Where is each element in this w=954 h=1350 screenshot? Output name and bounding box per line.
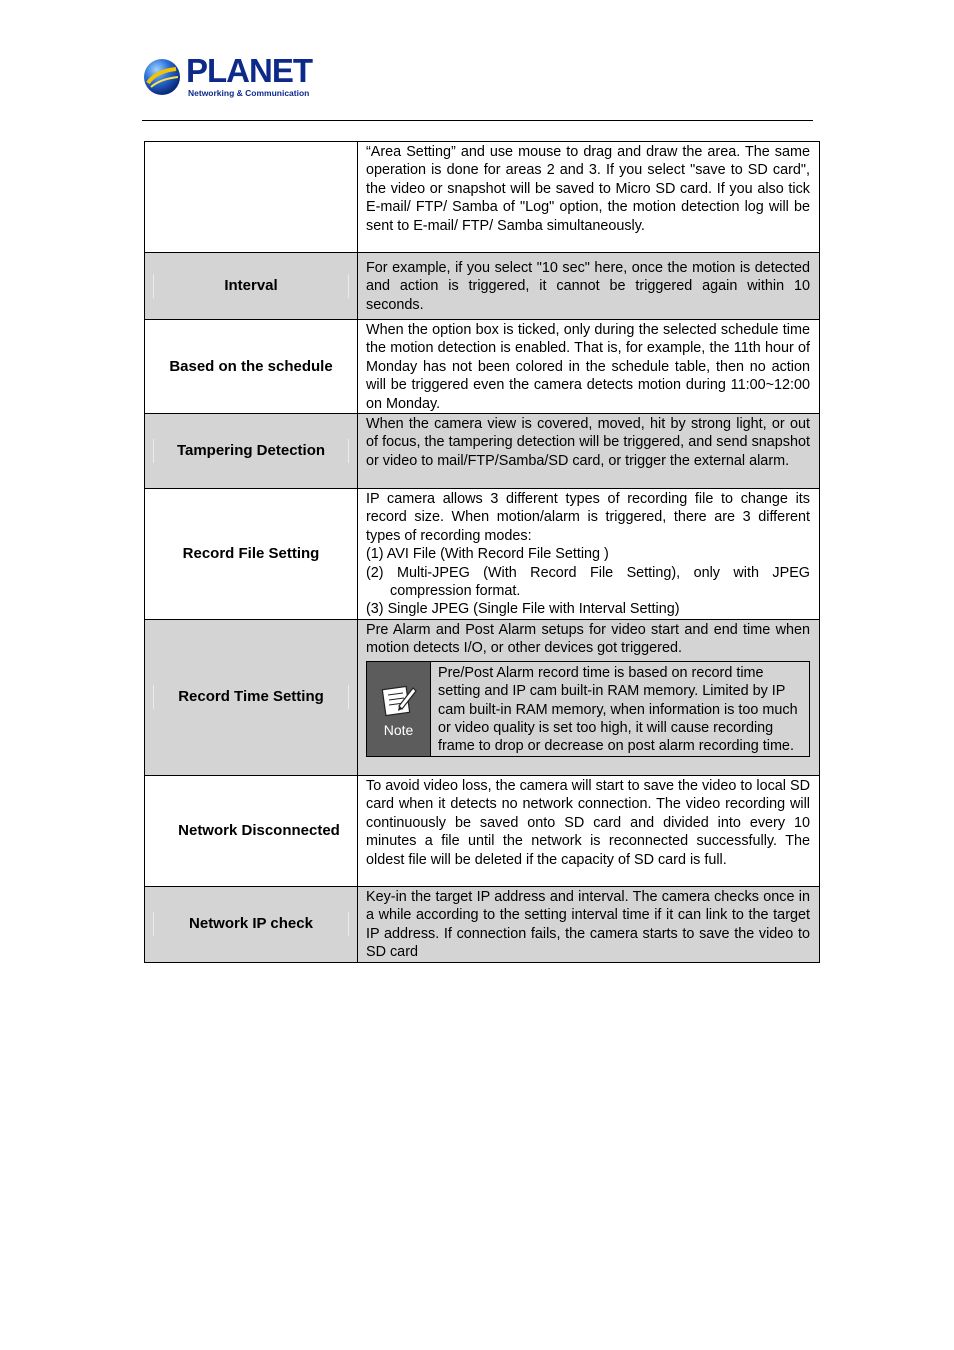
globe-icon: [142, 57, 182, 97]
row-description: When the camera view is covered, moved, hit by strong light, or out of focus, the tampering detection will be triggered, and send snapshot or video to mail/FTP/Samba/SD card, or trigger the external alarm.: [358, 414, 820, 489]
record-file-intro: IP camera allows 3 different types of recording file to change its record size. When motion/alarm is triggered, there are 3 different types of recording modes:: [366, 491, 810, 544]
row-label: Record File Setting: [145, 489, 358, 620]
note-box: [366, 661, 810, 757]
planet-logo: [142, 52, 312, 99]
table-row: [145, 886, 820, 962]
row-description: “Area Setting” and use mouse to drag and draw the area. The same operation is done for areas 2 and 3. If you select "save to SD card", the video or snapshot will be saved to Micro SD card. If you also tick E-mail/ FTP/ Samba of "Log" option, the motion detection log will be sent to E-mail/ FTP/ Samba simultaneously.: [358, 142, 820, 253]
row-description: [358, 489, 820, 620]
row-label: Based on the schedule: [145, 320, 358, 414]
row-description: Key-in the target IP address and interval. The camera checks once in a while according to the setting interval time if it can link to the target IP address. If connection fails, the camera starts to save the video to SD card: [358, 886, 820, 962]
table-row: [145, 619, 820, 775]
row-label: Record Time Setting: [145, 619, 358, 775]
table-row: [145, 320, 820, 414]
settings-table: [144, 141, 820, 963]
row-description: When the option box is ticked, only during the selected schedule time the motion detection is enabled. That is, for example, the 11th hour of Monday has not been colored in the schedule table, then no action will be triggered even the camera detects motion during 11:00~12:00 on Monday.: [358, 320, 820, 414]
brand-name: PLANET: [186, 52, 312, 89]
note-icon: [367, 662, 431, 756]
row-label: Tampering Detection: [145, 414, 358, 489]
table-row: [145, 253, 820, 320]
note-label: Note: [383, 721, 414, 738]
list-item: (3) Single JPEG (Single File with Interval Setting): [366, 601, 680, 618]
row-description: [358, 619, 820, 775]
pencil-paper-icon: [379, 680, 419, 720]
row-label: [145, 142, 358, 253]
list-item: (2) Multi-JPEG (With Record File Setting), only with JPEG compression format.: [366, 564, 810, 600]
list-item: (1) AVI File (With Record File Setting ): [366, 546, 609, 563]
table-row: [145, 142, 820, 253]
note-text: Pre/Post Alarm record time is based on record time setting and IP cam built-in RAM memory. Limited by IP cam built-in RAM memory, when information is too much or video quality is set too high, it will cause recording frame to drop or decrease on post alarm recording time.: [438, 664, 798, 755]
header-rule: [142, 120, 813, 121]
row-description: To avoid video loss, the camera will start to save the video to local SD card when it detects no network connection. The video recording will continuously be saved onto SD card and divided into every 10 minutes a file until the network is reconnected successfully. The oldest file will be deleted if the capacity of SD card is full.: [358, 775, 820, 886]
row-label: Interval: [145, 253, 358, 320]
table-row: [145, 489, 820, 620]
row-label: Network IP check: [145, 886, 358, 962]
table-row: [145, 414, 820, 489]
record-time-intro: Pre Alarm and Post Alarm setups for video start and end time when motion detects I/O, or other devices got triggered.: [366, 621, 810, 657]
table-row: [145, 775, 820, 886]
row-description: For example, if you select "10 sec" here, once the motion is detected and action is triggered, it cannot be triggered again within 10 seconds.: [358, 253, 820, 320]
brand-tagline: Networking & Communication: [188, 88, 310, 98]
row-label: Network Disconnected: [145, 775, 358, 886]
